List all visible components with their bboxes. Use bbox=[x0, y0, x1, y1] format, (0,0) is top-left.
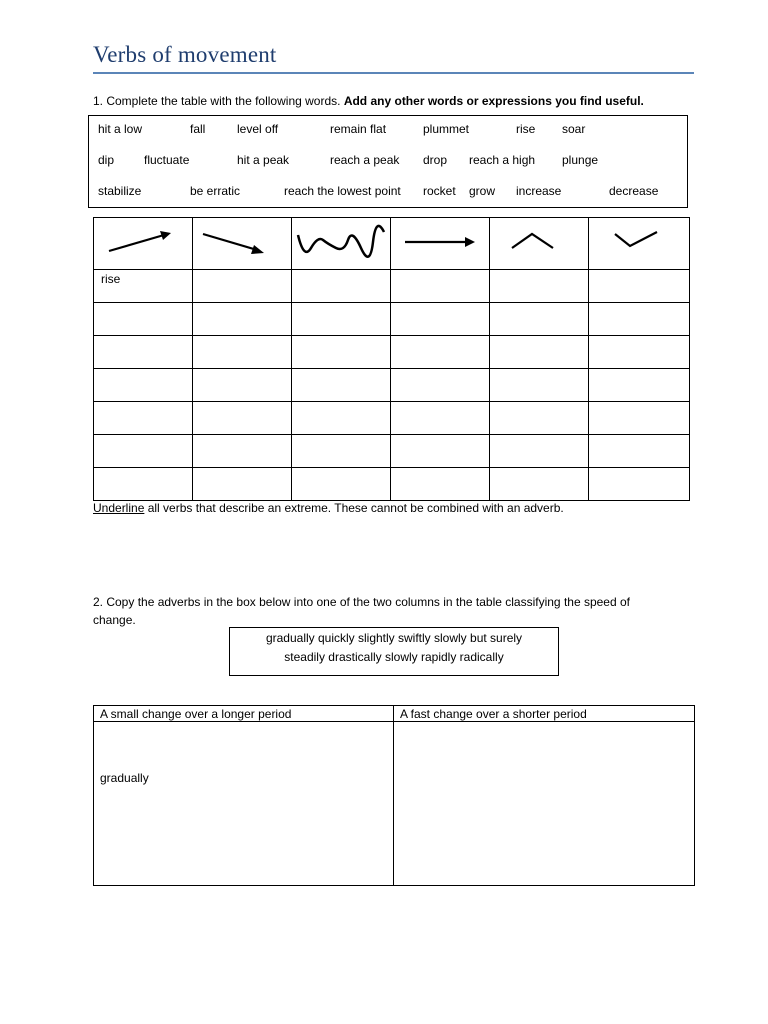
trough-icon bbox=[589, 218, 690, 266]
col1-header: A small change over a longer period bbox=[94, 706, 394, 722]
word-item: grow bbox=[469, 184, 496, 198]
word-item: fall bbox=[190, 122, 206, 136]
table-cell[interactable] bbox=[193, 270, 292, 303]
icon-row bbox=[94, 218, 690, 270]
table-cell[interactable] bbox=[589, 435, 690, 468]
table-cell[interactable] bbox=[292, 369, 391, 402]
table-cell[interactable] bbox=[193, 435, 292, 468]
q2-instruction-line2: change. bbox=[93, 613, 136, 627]
table-cell[interactable] bbox=[391, 270, 490, 303]
word-item: increase bbox=[516, 184, 562, 198]
title-rule bbox=[93, 72, 694, 74]
table-cell[interactable] bbox=[589, 402, 690, 435]
table-cell[interactable] bbox=[391, 369, 490, 402]
speed-body-row bbox=[94, 722, 695, 886]
table-cell[interactable] bbox=[490, 336, 589, 369]
table-row bbox=[94, 468, 690, 501]
icon-cell bbox=[193, 218, 292, 270]
movement-table bbox=[93, 217, 690, 501]
table-cell[interactable] bbox=[589, 270, 690, 303]
table-cell[interactable] bbox=[490, 369, 589, 402]
page-title: Verbs of movement bbox=[93, 42, 277, 67]
table-cell[interactable] bbox=[589, 303, 690, 336]
adverb-line: steadily drastically slowly rapidly radically bbox=[284, 650, 504, 664]
word-item: rocket bbox=[423, 184, 456, 198]
word-item: level off bbox=[237, 122, 279, 136]
icon-cell bbox=[391, 218, 490, 270]
arrow-down-icon bbox=[193, 218, 292, 266]
table-cell[interactable] bbox=[490, 435, 589, 468]
q1-instruction-a: 1. Complete the table with the following words. bbox=[93, 94, 341, 108]
word-box bbox=[88, 115, 688, 208]
word-item: reach a high bbox=[469, 153, 536, 167]
word-item: stabilize bbox=[98, 184, 142, 198]
table-cell[interactable] bbox=[94, 468, 193, 501]
table-cell[interactable] bbox=[391, 402, 490, 435]
table-cell[interactable] bbox=[589, 468, 690, 501]
icon-cell bbox=[94, 218, 193, 270]
table-cell[interactable] bbox=[94, 270, 193, 303]
table-cell[interactable] bbox=[193, 303, 292, 336]
word-item: plummet bbox=[423, 122, 470, 136]
icon-cell bbox=[589, 218, 690, 270]
table-cell[interactable] bbox=[589, 336, 690, 369]
table-cell[interactable] bbox=[490, 468, 589, 501]
word-item: hit a peak bbox=[237, 153, 290, 167]
word-item: reach the lowest point bbox=[284, 184, 401, 198]
underline-note-rest: all verbs that describe an extreme. These cannot be combined with an adverb. bbox=[144, 501, 564, 515]
example-gradually: gradually bbox=[100, 771, 149, 785]
table-cell[interactable] bbox=[94, 303, 193, 336]
adverb-line: gradually quickly slightly swiftly slowly but surely bbox=[265, 631, 523, 645]
table-row bbox=[94, 435, 690, 468]
table-row bbox=[94, 303, 690, 336]
table-cell[interactable] bbox=[391, 303, 490, 336]
speed-header-row bbox=[94, 706, 695, 722]
word-item: dip bbox=[98, 153, 115, 167]
word-item: decrease bbox=[609, 184, 659, 198]
table-row bbox=[94, 369, 690, 402]
arrow-up-icon bbox=[94, 218, 193, 266]
example-rise: rise bbox=[101, 272, 121, 286]
col1-cell[interactable] bbox=[94, 722, 394, 886]
table-cell[interactable] bbox=[490, 303, 589, 336]
table-cell[interactable] bbox=[490, 270, 589, 303]
table-cell[interactable] bbox=[490, 402, 589, 435]
q2-instruction-line1: 2. Copy the adverbs in the box below into one of the two columns in the table classifying the speed of bbox=[93, 595, 630, 609]
word-item: soar bbox=[562, 122, 586, 136]
table-cell[interactable] bbox=[391, 468, 490, 501]
wave-icon bbox=[292, 218, 391, 266]
word-item: fluctuate bbox=[144, 153, 190, 167]
table-cell[interactable] bbox=[193, 402, 292, 435]
adverb-box bbox=[229, 627, 559, 676]
table-row bbox=[94, 270, 690, 303]
table-cell[interactable] bbox=[589, 369, 690, 402]
table-cell[interactable] bbox=[193, 369, 292, 402]
word-item: be erratic bbox=[190, 184, 241, 198]
arrow-flat-icon bbox=[391, 218, 490, 266]
q1-instruction bbox=[93, 94, 644, 108]
word-item: remain flat bbox=[330, 122, 387, 136]
table-cell[interactable] bbox=[292, 435, 391, 468]
word-item: hit a low bbox=[98, 122, 143, 136]
table-row bbox=[94, 402, 690, 435]
icon-cell bbox=[490, 218, 589, 270]
col2-cell[interactable] bbox=[394, 722, 695, 886]
speed-table bbox=[93, 705, 695, 886]
table-row bbox=[94, 336, 690, 369]
table-cell[interactable] bbox=[94, 369, 193, 402]
table-cell[interactable] bbox=[94, 402, 193, 435]
word-item: plunge bbox=[562, 153, 599, 167]
icon-cell bbox=[292, 218, 391, 270]
table-cell[interactable] bbox=[292, 303, 391, 336]
word-item: drop bbox=[423, 153, 448, 167]
table-cell[interactable] bbox=[391, 336, 490, 369]
table-cell[interactable] bbox=[292, 402, 391, 435]
table-cell[interactable] bbox=[292, 270, 391, 303]
table-cell[interactable] bbox=[193, 468, 292, 501]
word-item: reach a peak bbox=[330, 153, 400, 167]
table-cell[interactable] bbox=[292, 336, 391, 369]
table-cell[interactable] bbox=[193, 336, 292, 369]
word-item: rise bbox=[516, 122, 536, 136]
underline-note bbox=[93, 501, 564, 515]
underline-word: Underline bbox=[93, 501, 145, 515]
q1-instruction-b: Add any other words or expressions you find useful. bbox=[343, 94, 644, 108]
table-cell[interactable] bbox=[94, 435, 193, 468]
col2-header: A fast change over a shorter period bbox=[394, 706, 695, 722]
table-cell[interactable] bbox=[94, 336, 193, 369]
table-cell[interactable] bbox=[391, 435, 490, 468]
table-cell[interactable] bbox=[292, 468, 391, 501]
peak-icon bbox=[490, 218, 589, 266]
